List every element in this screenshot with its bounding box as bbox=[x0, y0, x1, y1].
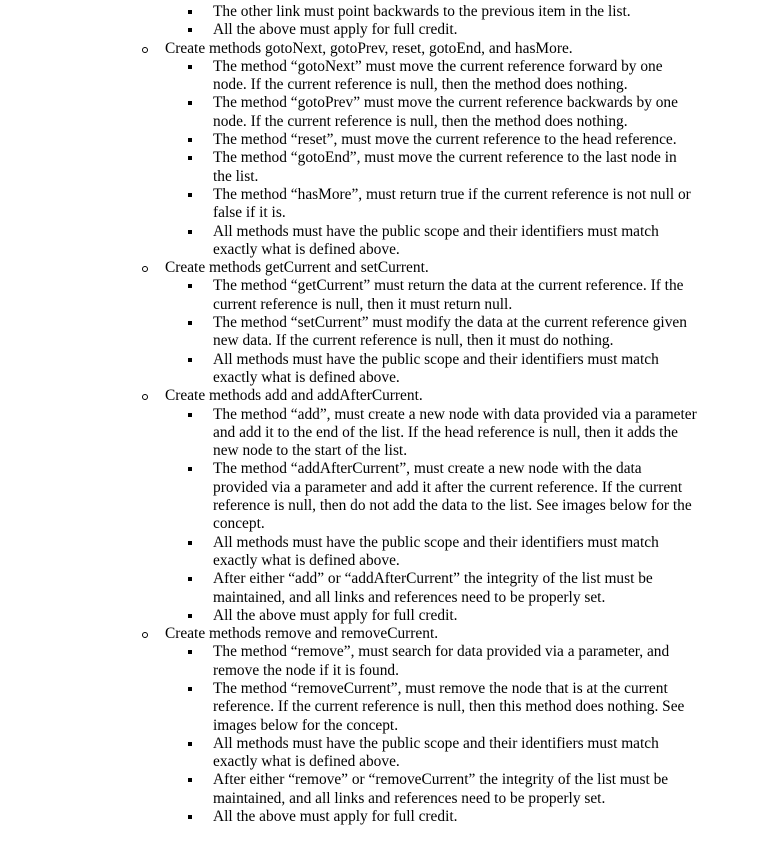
bullet-item bbox=[0, 149, 698, 186]
bullet-item bbox=[0, 680, 698, 735]
circle-bullet-icon bbox=[141, 387, 151, 405]
bullet-text: The method “gotoPrev” must move the current reference backwards by one node. If the current reference is null, then the method does nothing. bbox=[213, 94, 678, 130]
bullet-text: The method “reset”, must move the current reference to the head reference. bbox=[213, 131, 677, 149]
square-bullet-icon bbox=[187, 808, 195, 826]
section-item bbox=[0, 259, 725, 277]
document-body bbox=[0, 3, 783, 826]
bullet-item bbox=[0, 314, 698, 351]
bullet-item bbox=[0, 570, 698, 607]
square-bullet-icon bbox=[187, 406, 195, 424]
bullet-item bbox=[0, 21, 698, 39]
bullet-text: All the above must apply for full credit. bbox=[213, 606, 458, 624]
bullet-item bbox=[0, 131, 698, 149]
bullet-item bbox=[0, 643, 698, 680]
bullet-text: All methods must have the public scope and their identifiers must match exactly what is defined above. bbox=[213, 734, 659, 771]
bullet-text: After either “add” or “addAfterCurrent” the integrity of the list must be maintained, and all links and references need to be properly set. bbox=[213, 570, 653, 606]
section-item bbox=[0, 625, 725, 643]
square-bullet-icon bbox=[187, 680, 195, 698]
bullet-text: The method “remove”, must search for data provided via a parameter, and remove the node if it is found. bbox=[213, 643, 670, 679]
bullet-item bbox=[0, 534, 698, 571]
bullet-item bbox=[0, 58, 698, 95]
bullet-text: All the above must apply for full credit. bbox=[213, 808, 458, 826]
square-bullet-icon bbox=[187, 314, 195, 332]
section-text: Create methods remove and removeCurrent. bbox=[165, 625, 439, 643]
square-bullet-icon bbox=[187, 460, 195, 478]
bullet-text: After either “remove” or “removeCurrent” the integrity of the list must be maintained, and all links and references need to be properly set. bbox=[213, 771, 669, 807]
square-bullet-icon bbox=[187, 771, 195, 789]
square-bullet-icon bbox=[187, 21, 195, 39]
circle-bullet-icon bbox=[141, 40, 151, 58]
square-bullet-icon bbox=[187, 607, 195, 625]
bullet-text: The method “gotoNext” must move the current reference forward by one node. If the current reference is null, then the method does nothing. bbox=[213, 57, 663, 94]
square-bullet-icon bbox=[187, 643, 195, 661]
square-bullet-icon bbox=[187, 570, 195, 588]
bullet-item bbox=[0, 406, 698, 461]
bullet-item bbox=[0, 277, 698, 314]
bullet-text: The method “getCurrent” must return the data at the current reference. If the current reference is null, then it must return null. bbox=[213, 277, 684, 313]
bullet-text: The method “setCurrent” must modify the data at the current reference given new data. If the current reference is null, then it must do nothing. bbox=[213, 314, 687, 350]
square-bullet-icon bbox=[187, 735, 195, 753]
section-text: Create methods gotoNext, gotoPrev, reset, gotoEnd, and hasMore. bbox=[165, 39, 573, 57]
bullet-item bbox=[0, 808, 698, 826]
bullet-item bbox=[0, 460, 698, 533]
bullet-text: The method “add”, must create a new node with data provided via a parameter and add it to the end of the list. If the head reference is null, then it adds the new node to the start of the list. bbox=[213, 405, 697, 460]
circle-bullet-icon bbox=[141, 625, 151, 643]
bullet-text: All methods must have the public scope and their identifiers must match exactly what is defined above. bbox=[213, 533, 659, 569]
section-item bbox=[0, 40, 725, 58]
bullet-item bbox=[0, 607, 698, 625]
bullet-text: All methods must have the public scope and their identifiers must match exactly what is defined above. bbox=[213, 222, 659, 258]
bullet-text: The method “addAfterCurrent”, must create a new node with the data provided via a parameter and add it after the current reference. If the current reference is null, then do not add the data to the list. See images below for the concept. bbox=[213, 460, 692, 533]
bullet-item bbox=[0, 771, 698, 808]
square-bullet-icon bbox=[187, 131, 195, 149]
bullet-item bbox=[0, 351, 698, 388]
square-bullet-icon bbox=[187, 149, 195, 167]
bullet-text: All the above must apply for full credit. bbox=[213, 21, 458, 39]
square-bullet-icon bbox=[187, 223, 195, 241]
bullet-text: The other link must point backwards to the previous item in the list. bbox=[213, 3, 631, 20]
circle-bullet-icon bbox=[141, 259, 151, 277]
square-bullet-icon bbox=[187, 534, 195, 552]
square-bullet-icon bbox=[187, 186, 195, 204]
bullet-item bbox=[0, 3, 698, 21]
square-bullet-icon bbox=[187, 3, 195, 21]
bullet-item bbox=[0, 94, 698, 131]
section-text: Create methods getCurrent and setCurrent. bbox=[165, 259, 429, 277]
square-bullet-icon bbox=[187, 58, 195, 76]
square-bullet-icon bbox=[187, 277, 195, 295]
bullet-item bbox=[0, 186, 698, 223]
bullet-text: The method “hasMore”, must return true if the current reference is not null or false if it is. bbox=[213, 185, 691, 222]
bullet-text: All methods must have the public scope and their identifiers must match exactly what is defined above. bbox=[213, 350, 659, 386]
bullet-item bbox=[0, 223, 698, 260]
bullet-text: The method “removeCurrent”, must remove the node that is at the current reference. If the current reference is null, then this method does nothing. See images below for the concept. bbox=[213, 679, 685, 734]
bullet-item bbox=[0, 735, 698, 772]
section-text: Create methods add and addAfterCurrent. bbox=[165, 387, 423, 405]
bullet-text: The method “gotoEnd”, must move the current reference to the last node in the list. bbox=[213, 149, 677, 185]
section-item bbox=[0, 387, 725, 405]
square-bullet-icon bbox=[187, 94, 195, 112]
square-bullet-icon bbox=[187, 351, 195, 369]
